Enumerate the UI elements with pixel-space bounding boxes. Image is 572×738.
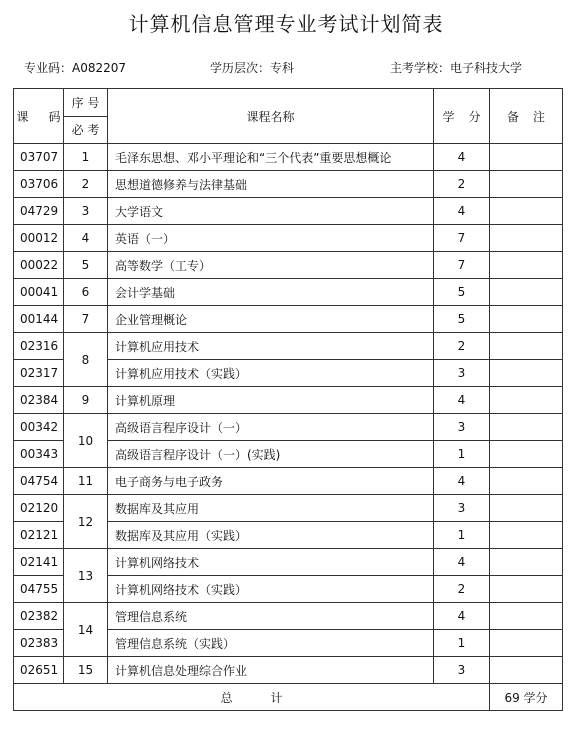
course-remarks — [490, 171, 563, 198]
sequence-number: 9 — [64, 387, 108, 414]
course-credits: 3 — [434, 414, 490, 441]
sequence-number: 2 — [64, 171, 108, 198]
course-remarks — [490, 441, 563, 468]
course-credits: 4 — [434, 387, 490, 414]
examining-school-value: 电子科技大学 — [450, 61, 523, 75]
course-code: 02316 — [14, 333, 64, 360]
sequence-number: 11 — [64, 468, 108, 495]
course-credits: 7 — [434, 225, 490, 252]
table-row — [14, 603, 563, 630]
course-name: 计算机原理 — [108, 387, 434, 414]
major-code — [24, 59, 126, 76]
course-credits: 4 — [434, 144, 490, 171]
course-code: 00012 — [14, 225, 64, 252]
course-code: 00343 — [14, 441, 64, 468]
course-name: 计算机信息处理综合作业 — [108, 657, 434, 684]
sequence-number: 8 — [64, 333, 108, 387]
course-code: 02121 — [14, 522, 64, 549]
course-credits: 5 — [434, 279, 490, 306]
course-code: 02141 — [14, 549, 64, 576]
total-credits: 69 学分 — [490, 684, 563, 711]
course-remarks — [490, 333, 563, 360]
course-credits: 4 — [434, 549, 490, 576]
document-title: 计算机信息管理专业考试计划简表 — [128, 12, 444, 36]
course-name: 高级语言程序设计（一） — [108, 414, 434, 441]
course-code: 02383 — [14, 630, 64, 657]
course-name: 毛泽东思想、邓小平理论和“三个代表”重要思想概论 — [108, 144, 434, 171]
course-credits: 1 — [434, 630, 490, 657]
table-row — [14, 279, 563, 306]
sequence-number: 6 — [64, 279, 108, 306]
course-remarks — [490, 225, 563, 252]
header-credits — [434, 89, 490, 144]
course-name: 会计学基础 — [108, 279, 434, 306]
header-required: 必 考 — [64, 116, 108, 144]
examining-school-label: 主考学校： — [390, 61, 451, 75]
course-credits: 5 — [434, 306, 490, 333]
course-remarks — [490, 306, 563, 333]
sequence-number: 14 — [64, 603, 108, 657]
table-row — [14, 198, 563, 225]
table-row — [14, 225, 563, 252]
sequence-number: 7 — [64, 306, 108, 333]
course-remarks — [490, 630, 563, 657]
header-code-char-2: 码 — [48, 109, 61, 124]
course-remarks — [490, 252, 563, 279]
course-name: 高等数学（工专） — [108, 252, 434, 279]
header-seq-number: 序 号 — [64, 89, 108, 117]
course-credits: 4 — [434, 603, 490, 630]
exam-plan-table — [13, 88, 563, 711]
header-course-name: 课程名称 — [108, 89, 434, 144]
course-code: 02382 — [14, 603, 64, 630]
course-code: 00144 — [14, 306, 64, 333]
course-name: 管理信息系统（实践） — [108, 630, 434, 657]
course-name: 计算机网络技术 — [108, 549, 434, 576]
course-code: 00041 — [14, 279, 64, 306]
header-credit-char-1: 学 — [442, 109, 455, 124]
table-row — [14, 468, 563, 495]
course-code: 02651 — [14, 657, 64, 684]
examining-school — [390, 59, 522, 76]
course-rows — [14, 144, 563, 684]
course-name: 计算机网络技术（实践） — [108, 576, 434, 603]
course-remarks — [490, 549, 563, 576]
sequence-number: 13 — [64, 549, 108, 603]
education-level — [210, 59, 294, 76]
course-remarks — [490, 144, 563, 171]
course-credits: 2 — [434, 576, 490, 603]
course-remarks — [490, 468, 563, 495]
sequence-number: 1 — [64, 144, 108, 171]
header-note-char-1: 备 — [506, 109, 519, 124]
course-code: 03707 — [14, 144, 64, 171]
sequence-number: 15 — [64, 657, 108, 684]
course-name: 数据库及其应用 — [108, 495, 434, 522]
sequence-number: 5 — [64, 252, 108, 279]
total-char-2: 计 — [270, 690, 283, 705]
course-name: 英语（一） — [108, 225, 434, 252]
course-name: 企业管理概论 — [108, 306, 434, 333]
table-row — [14, 657, 563, 684]
sequence-number: 10 — [64, 414, 108, 468]
course-code: 00342 — [14, 414, 64, 441]
course-remarks — [490, 360, 563, 387]
sequence-number: 12 — [64, 495, 108, 549]
education-level-label: 学历层次： — [210, 61, 271, 75]
course-remarks — [490, 387, 563, 414]
course-credits: 3 — [434, 657, 490, 684]
sequence-number: 3 — [64, 198, 108, 225]
table-row — [14, 306, 563, 333]
major-code-label: 专业码： — [24, 61, 73, 75]
course-credits: 3 — [434, 360, 490, 387]
course-remarks — [490, 495, 563, 522]
header-note-char-2: 注 — [533, 109, 546, 124]
course-code: 04755 — [14, 576, 64, 603]
course-remarks — [490, 198, 563, 225]
header-course-code — [14, 89, 64, 144]
course-credits: 1 — [434, 441, 490, 468]
course-code: 04729 — [14, 198, 64, 225]
course-remarks — [490, 414, 563, 441]
course-name: 计算机应用技术（实践） — [108, 360, 434, 387]
course-name: 计算机应用技术 — [108, 333, 434, 360]
header-credit-char-2: 分 — [468, 109, 481, 124]
header-code-char-1: 课 — [16, 109, 29, 124]
course-remarks — [490, 522, 563, 549]
course-credits: 2 — [434, 333, 490, 360]
table-row — [14, 333, 563, 360]
course-remarks — [490, 603, 563, 630]
course-credits: 4 — [434, 198, 490, 225]
course-name: 思想道德修养与法律基础 — [108, 171, 434, 198]
course-credits: 7 — [434, 252, 490, 279]
sequence-number: 4 — [64, 225, 108, 252]
header-remarks — [490, 89, 563, 144]
table-row — [14, 252, 563, 279]
course-name: 数据库及其应用（实践） — [108, 522, 434, 549]
total-char-1: 总 — [220, 690, 233, 705]
course-code: 03706 — [14, 171, 64, 198]
course-remarks — [490, 657, 563, 684]
course-credits: 1 — [434, 522, 490, 549]
course-name: 高级语言程序设计（一）(实践) — [108, 441, 434, 468]
table-row — [14, 495, 563, 522]
course-code: 02317 — [14, 360, 64, 387]
course-code: 02384 — [14, 387, 64, 414]
course-code: 04754 — [14, 468, 64, 495]
table-row — [14, 144, 563, 171]
table-row — [14, 414, 563, 441]
course-code: 00022 — [14, 252, 64, 279]
course-name: 电子商务与电子政务 — [108, 468, 434, 495]
course-credits: 3 — [434, 495, 490, 522]
total-label — [14, 684, 490, 711]
course-code: 02120 — [14, 495, 64, 522]
table-row — [14, 171, 563, 198]
education-level-value: 专科 — [270, 61, 295, 75]
table-row — [14, 549, 563, 576]
course-name: 大学语文 — [108, 198, 434, 225]
course-credits: 2 — [434, 171, 490, 198]
course-remarks — [490, 279, 563, 306]
course-remarks — [490, 576, 563, 603]
course-name: 管理信息系统 — [108, 603, 434, 630]
total-row — [14, 684, 563, 711]
table-row — [14, 387, 563, 414]
course-credits: 4 — [434, 468, 490, 495]
major-code-value: A082207 — [72, 61, 127, 75]
